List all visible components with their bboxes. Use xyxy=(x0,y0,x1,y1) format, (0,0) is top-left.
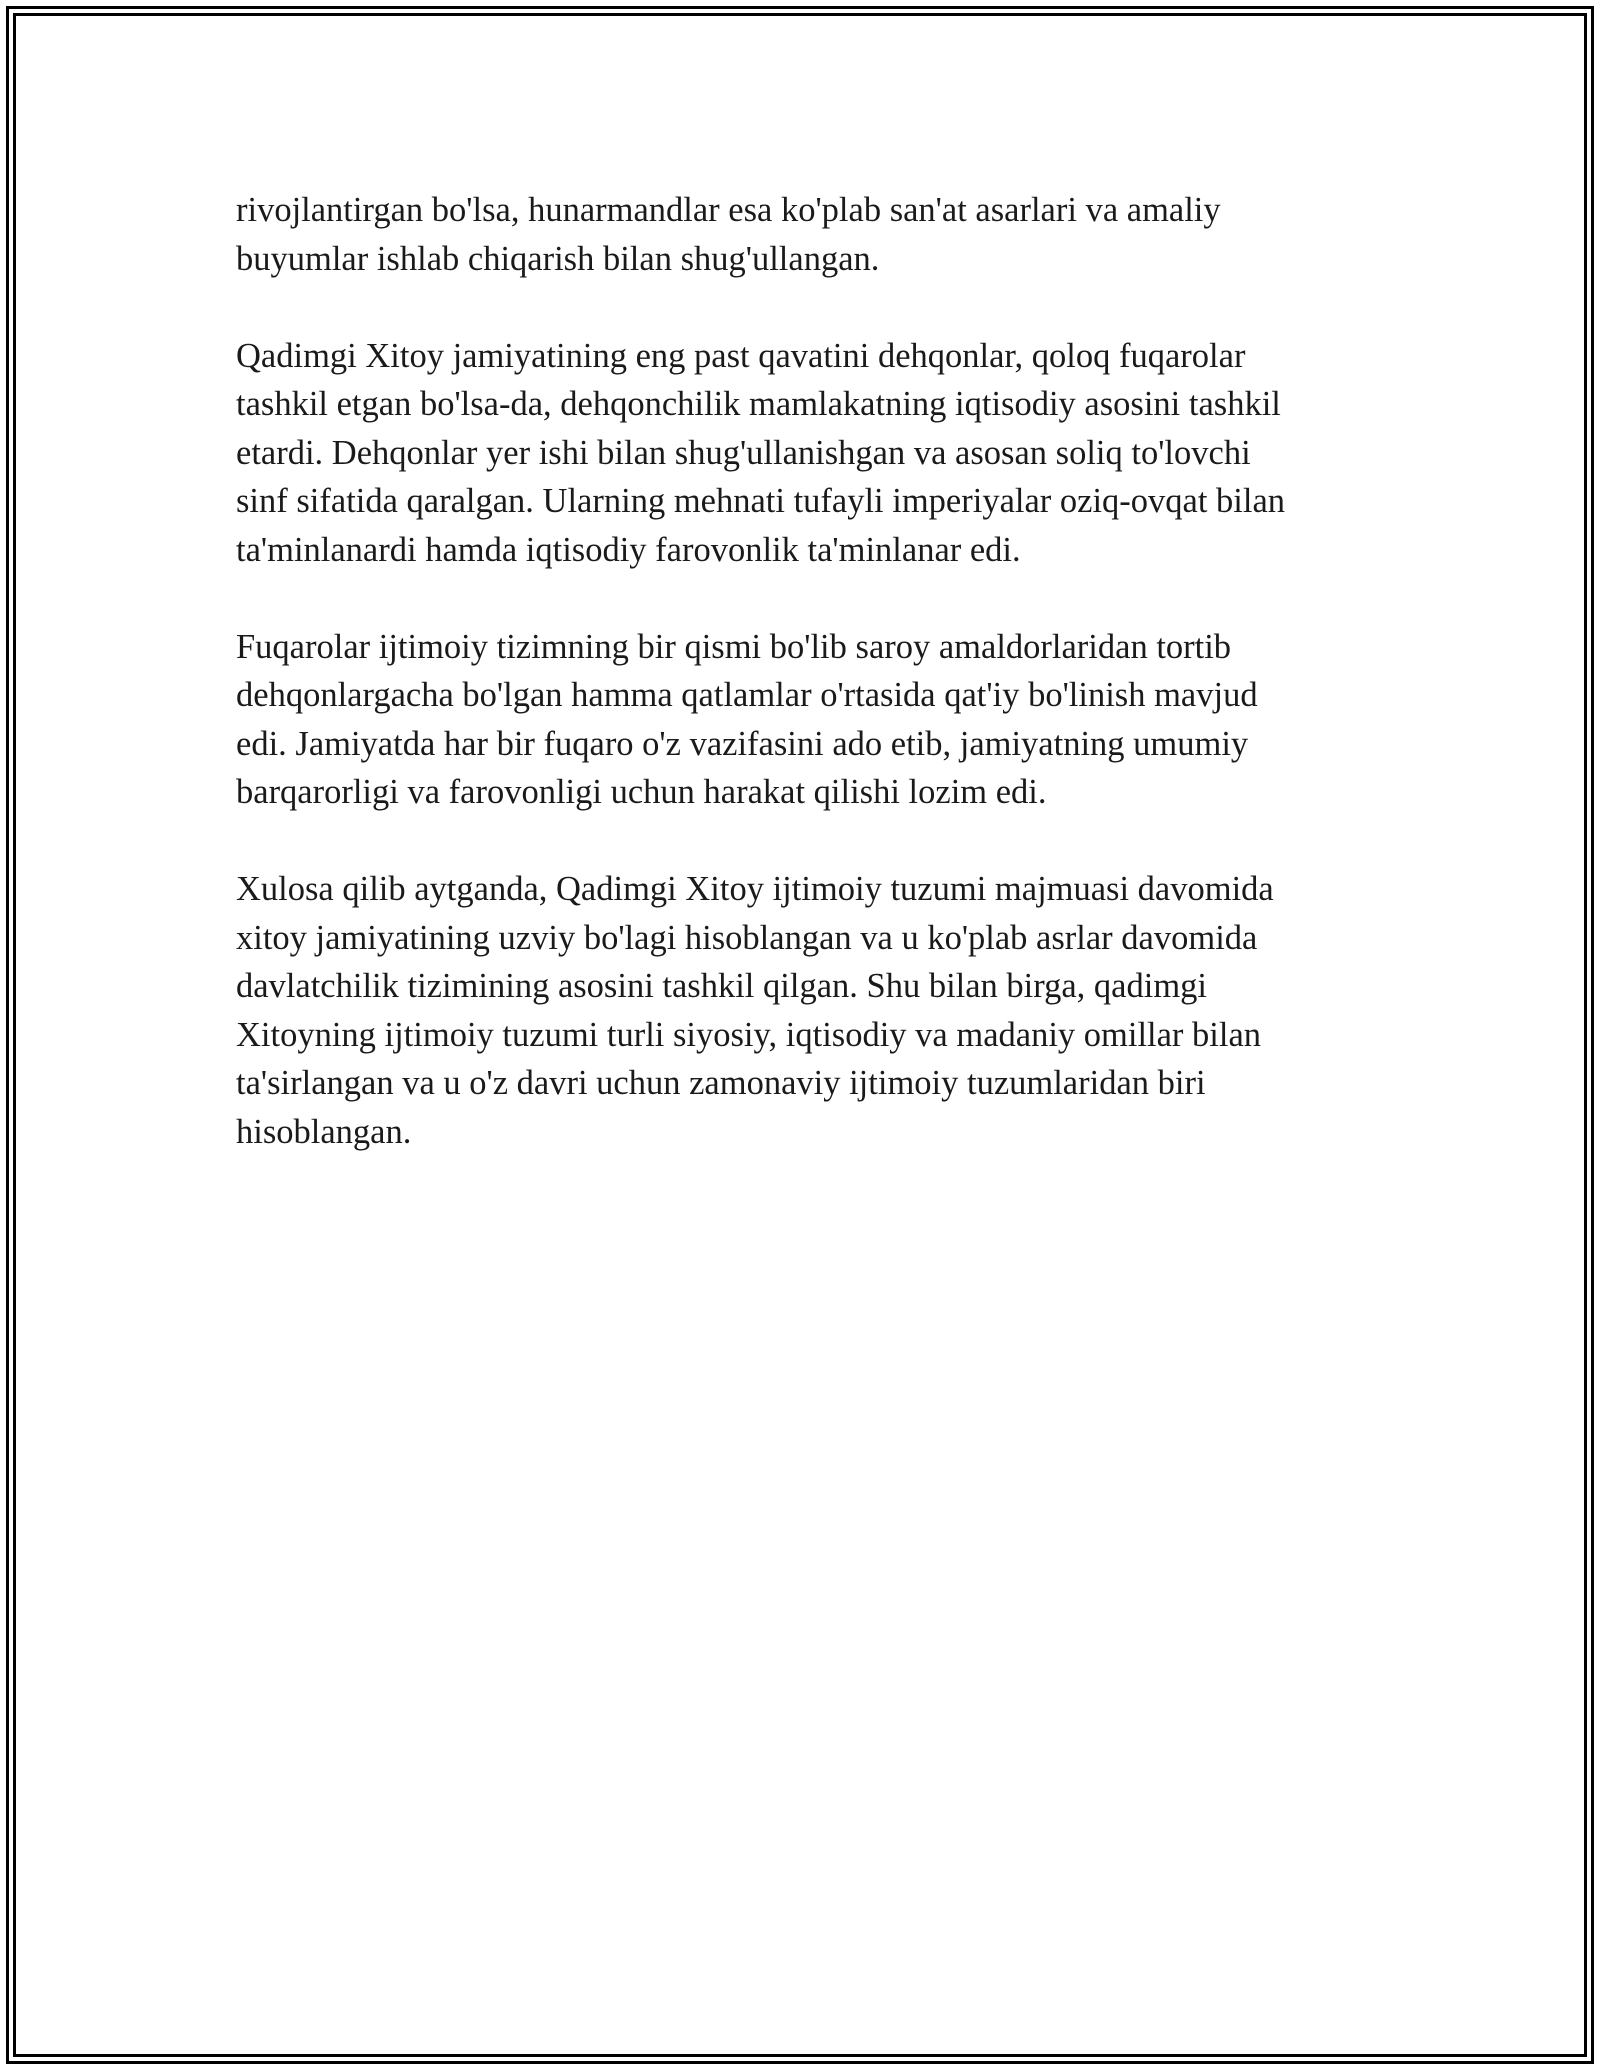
paragraph-1: rivojlantirgan bo'lsa, hunarmandlar esa ko'plab san'at asarlari va amaliy buyumlar ishlab chiqarish bilan shug'ullangan. xyxy=(236,191,1221,278)
document-body xyxy=(236,186,1376,1156)
paragraph-4: Xulosa qilib aytganda, Qadimgi Xitoy ijtimoiy tuzumi majmuasi davomida xitoy jamiyatining uzviy bo'lagi hisoblangan va u ko'plab asrlar davomida davlatchilik tizimining asosini tashkil qilgan. Shu bilan birga, qadimgi Xitoyning ijtimoiy tuzumi turli siyosiy, iqtisodiy va madaniy omillar bilan ta'sirlangan va u o'z davri uchun zamonaviy ijtimoiy tuzumlaridan biri hisoblangan. xyxy=(236,870,1274,1151)
paragraph-2: Qadimgi Xitoy jamiyatining eng past qavatini dehqonlar, qoloq fuqarolar tashkil etgan bo'lsa-da, dehqonchilik mamlakatning iqtisodiy asosini tashkil etardi. Dehqonlar yer ishi bilan shug'ullanishgan va asosan soliq to'lovchi sinf sifatida qaralgan. Ularning mehnati tufayli imperiyalar oziq-ovqat bilan ta'minlanardi hamda iqtisodiy farovonlik ta'minlanar edi. xyxy=(236,336,1286,569)
paragraph-3: Fuqarolar ijtimoiy tizimning bir qismi bo'lib saroy amaldorlaridan tortib dehqonlargacha bo'lgan hamma qatlamlar o'rtasida qat'iy bo'linish mavjud edi. Jamiyatda har bir fuqaro o'z vazifasini ado etib, jamiyatning umumiy barqarorligi va farovonligi uchun harakat qilishi lozim edi. xyxy=(236,627,1258,811)
